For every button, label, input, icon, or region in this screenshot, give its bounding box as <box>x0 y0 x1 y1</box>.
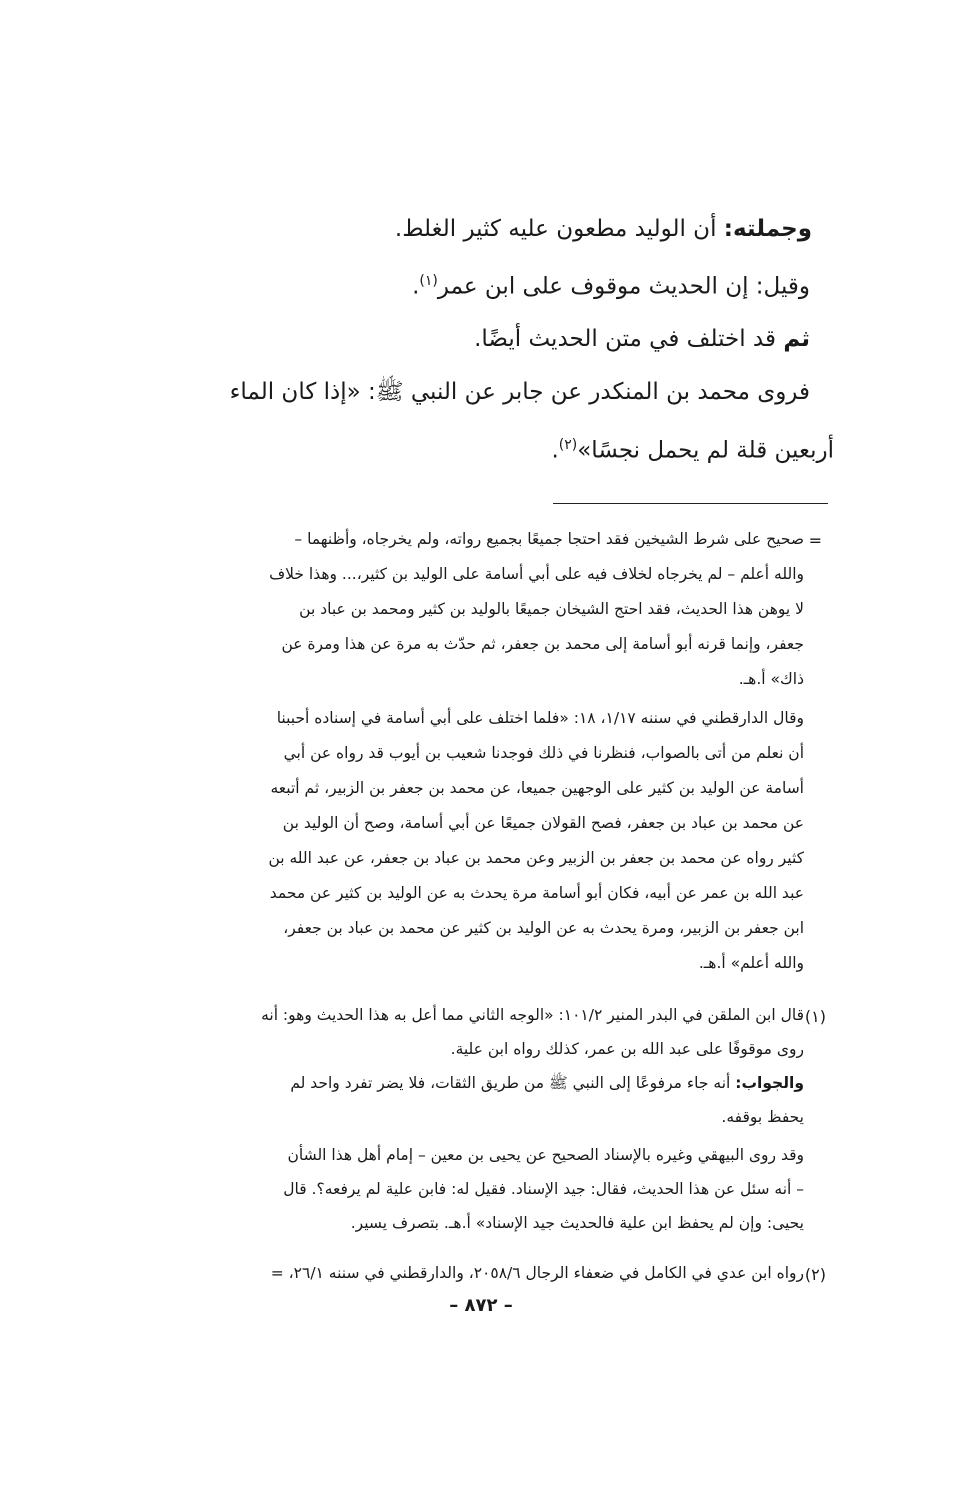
main-line-1-lead: وجملته: <box>723 216 812 242</box>
main-line-3-text: قد اختلف في متن الحديث أيضًا. <box>474 326 784 352</box>
main-line-3-lead: ثم <box>783 326 810 352</box>
footnote-1-mark: (١) <box>804 1007 826 1026</box>
footnote-1-answer-lead: والجواب: <box>735 1074 804 1092</box>
main-line-3 <box>474 324 810 354</box>
main-line-2-text: وقيل: إن الحديث موقوف على ابن عمر <box>437 273 810 300</box>
footnote-cont-line-3: لا يوهن هذا الحديث، فقد احتج الشيخان جميعًا بالوليد بن كثير ومحمد بن عباد بن <box>299 600 804 618</box>
footnote-cont-line-1: صحيح على شرط الشيخين فقد احتجا جميعًا بجميع رواته، ولم يخرجاه، وأظنهما – <box>294 530 804 548</box>
footnote-cont-line-6: وقال الدارقطني في سننه ١/١٧، ١٨: «فلما اختلف على أبي أسامة في إسناده أحببنا <box>276 709 804 727</box>
main-line-4-text: فروى محمد بن المنكدر عن جابر عن النبي ﷺ: «إذا كان الماء <box>229 379 810 405</box>
footnote-cont-line-5: ذاك» أ.هـ. <box>738 670 804 688</box>
footnote-1-line-6: – أنه سئل عن هذا الحديث، فقال: جيد الإسناد. فقيل له: فابن علية لم يرفعه؟. قال <box>283 1180 804 1198</box>
main-line-4 <box>230 377 810 407</box>
footnote-1-line-2: روى موقوفًا على عبد الله بن عمر، كذلك رواه ابن علية. <box>450 1040 804 1058</box>
footnote-cont-line-8: أسامة عن الوليد بن كثير على الوجهين جميعا، عن محمد بن جعفر بن الزبير، ثم أتبعه <box>270 779 804 797</box>
footnote-cont-line-4: جعفر، وإنما قرنه أبو أسامة إلى محمد بن جعفر، ثم حدّث به مرة عن هذا ومرة عن <box>281 635 804 653</box>
footnote-2-line-1: رواه ابن عدي في الكامل في ضعفاء الرجال ٢٠٥٨/٦، والدارقطني في سننه ٢٦/١، = <box>270 1264 804 1282</box>
footnote-ref-2: (٢) <box>558 437 578 453</box>
footnote-cont-line-7: أن نعلم من أتى بالصواب، فنظرنا في ذلك فوجدنا شعيب بن أيوب قد رواه عن أبي <box>283 744 804 762</box>
main-line-2 <box>412 266 810 302</box>
footnote-1-line-1: قال ابن الملقن في البدر المنير ١٠١/٢: «الوجه الثاني مما أعل به هذا الحديث وهو: أنه <box>261 1006 804 1024</box>
footnote-cont-line-9: عن محمد بن عباد بن جعفر، فصح القولان جميعًا عن أبي أسامة، وصح أن الوليد بن <box>282 814 804 832</box>
continuation-mark: = <box>808 531 822 550</box>
footnote-cont-line-2: والله أعلم – لم يخرجاه لخلاف فيه على أبي أسامة على الوليد بن كثير،... وهذا خلاف <box>269 565 804 583</box>
main-line-1-text: أن الوليد مطعون عليه كثير الغلط. <box>394 216 724 242</box>
main-line-5-end: . <box>551 437 559 464</box>
main-line-5-text: أربعين قلة لم يحمل نجسًا» <box>577 437 834 464</box>
main-line-1 <box>395 214 812 244</box>
footnote-1-answer-text: أنه جاء مرفوعًا إلى النبي ﷺ من طريق الثقات، فلا يضر تفرد واحد لم <box>290 1074 736 1092</box>
footnote-1-line-7: يحيى: وإن لم يحفظ ابن علية فالحديث جيد الإسناد» أ.هـ. بتصرف يسير. <box>350 1214 804 1232</box>
page-number: – ٨٧٢ – <box>449 1295 513 1316</box>
footnote-cont-line-12: ابن جعفر بن الزبير، ومرة يحدث به عن الوليد بن كثير عن محمد بن عباد بن جعفر، <box>283 919 804 937</box>
footnote-separator <box>553 503 828 504</box>
main-line-2-end: . <box>412 273 420 300</box>
main-line-5 <box>551 430 834 466</box>
footnote-cont-line-13: والله أعلم» أ.هـ. <box>698 954 804 972</box>
footnote-1-line-3 <box>290 1072 804 1094</box>
footnote-1-line-5: وقد روى البيهقي وغيره بالإسناد الصحيح عن يحيى بن معين – إمام أهل هذا الشأن <box>287 1146 804 1164</box>
footnote-2-mark: (٢) <box>804 1265 826 1284</box>
footnote-1-line-4: يحفظ بوقفه. <box>721 1108 804 1126</box>
footnote-cont-line-10: كثير رواه عن محمد بن جعفر بن الزبير وعن محمد بن عباد بن جعفر، عن عبد الله بن <box>268 849 804 867</box>
footnote-cont-line-11: عبد الله بن عمر عن أبيه، فكان أبو أسامة مرة يحدث به عن الوليد بن كثير عن محمد <box>269 884 804 902</box>
footnote-ref-1: (١) <box>419 273 438 289</box>
